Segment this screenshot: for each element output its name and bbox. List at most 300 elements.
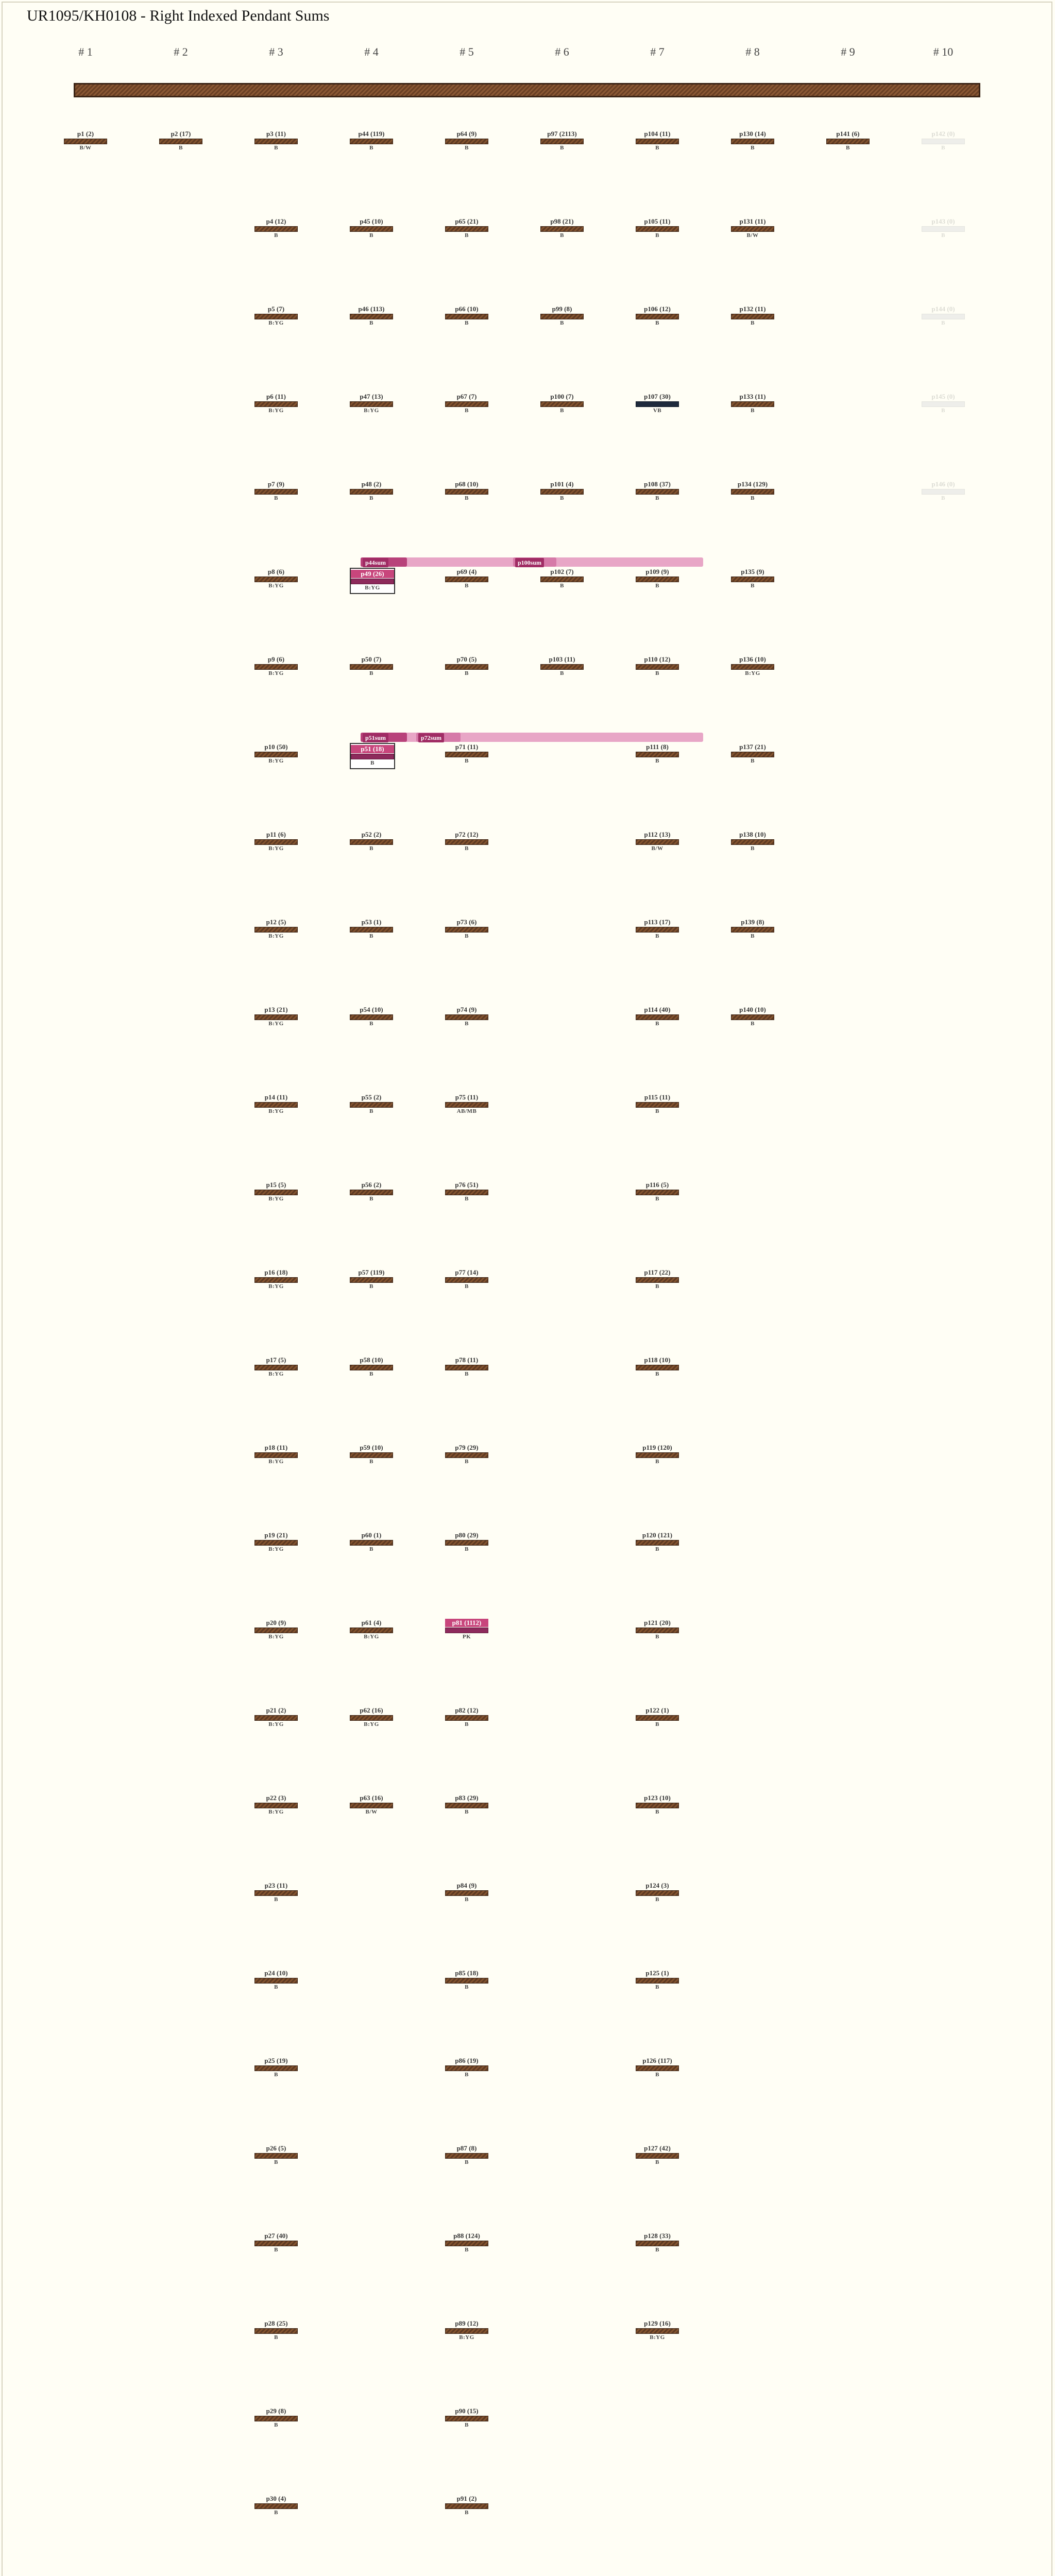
pendant-label: p126 (117) (642, 2057, 672, 2064)
pendant-p123[interactable] (636, 1794, 679, 1816)
pendant-color-code: B (941, 145, 945, 151)
pendant-label: p88 (124) (453, 2232, 480, 2240)
pendant-color-code: B (369, 845, 373, 852)
pendant-p82[interactable] (445, 1706, 488, 1728)
pendant-p68[interactable] (445, 480, 488, 502)
pendant-color-code: B (465, 1021, 469, 1027)
pendant-color-code: B (465, 1283, 469, 1290)
pendant-color-code: B (370, 760, 375, 766)
pendant-p69[interactable] (445, 568, 488, 589)
pendant-label: p135 (9) (741, 568, 764, 575)
pendant-p116[interactable] (636, 1181, 679, 1202)
pendant-color-code: B (655, 1021, 659, 1027)
pendant-p90[interactable] (445, 2407, 488, 2429)
pendant-label: p125 (1) (645, 1969, 669, 1977)
pendant-label: p56 (2) (361, 1181, 382, 1189)
pendant-cord (445, 839, 488, 845)
pendant-p127[interactable] (636, 2144, 679, 2166)
pendant-label: p98 (21) (550, 217, 574, 225)
pendant-color-code: B:YG (268, 1809, 284, 1815)
pendant-label: p130 (14) (739, 130, 766, 138)
pendant-p79[interactable] (445, 1444, 488, 1465)
pendant-p130[interactable] (731, 130, 774, 151)
pendant-p106[interactable] (636, 305, 679, 327)
pendant-label: p2 (17) (171, 130, 191, 138)
pendant-color-code: B:YG (364, 408, 379, 414)
pendant-label: p116 (5) (645, 1181, 669, 1189)
pendant-cord (350, 1014, 393, 1020)
pendant-color-code: B:YG (268, 1108, 284, 1114)
pendant-color-code: B (465, 495, 469, 501)
pendant-label: p30 (4) (266, 2495, 286, 2502)
pendant-label: p86 (19) (455, 2057, 479, 2064)
pendant-color-code: B (560, 408, 564, 414)
pendant-p55[interactable] (350, 1093, 393, 1115)
pendant-color-code: B (369, 232, 373, 239)
pendant-color-code: B (465, 758, 469, 764)
pendant-p7[interactable] (254, 480, 298, 502)
pendant-p28[interactable] (254, 2319, 298, 2341)
pendant-color-code: B (751, 933, 755, 939)
pendant-label: p79 (29) (455, 1444, 479, 1451)
pendant-label: p3 (11) (266, 130, 286, 138)
pendant-p65[interactable] (445, 217, 488, 239)
pendant-p4[interactable] (254, 217, 298, 239)
pendant-p13[interactable] (254, 1006, 298, 1027)
pendant-color-code: B (465, 1721, 469, 1727)
pendant-p72[interactable] (445, 831, 488, 852)
pendant-color-code: B (751, 1021, 755, 1027)
pendant-color-code: B (465, 2072, 469, 2078)
pendant-p51[interactable] (350, 743, 395, 769)
pendant-color-code: B (941, 232, 945, 239)
pendant-color-code: B (274, 495, 278, 501)
pendant-p128[interactable] (636, 2232, 679, 2253)
pendant-p103[interactable] (540, 655, 584, 677)
pendant-p124[interactable] (636, 1882, 679, 1903)
pendant-label: p69 (4) (456, 568, 477, 575)
pendant-p97[interactable] (540, 130, 584, 151)
pendant-p21[interactable] (254, 1706, 298, 1728)
pendant-color-code: B (846, 145, 850, 151)
pendant-color-code: B (941, 495, 945, 501)
pendant-cord (350, 1540, 393, 1546)
pendant-p22[interactable] (254, 1794, 298, 1816)
pendant-p14[interactable] (254, 1093, 298, 1115)
pendant-color-code: B (560, 495, 564, 501)
pendant-color-code: B (655, 1196, 659, 1202)
pendant-color-code: B (655, 1896, 659, 1903)
pendant-color-code: B (274, 2510, 278, 2516)
pendant-p100[interactable] (540, 393, 584, 414)
pendant-cord (350, 1803, 393, 1808)
pendant-p129[interactable] (636, 2319, 679, 2341)
pendant-p57[interactable] (350, 1268, 393, 1290)
pendant-color-code: B (655, 670, 659, 676)
pendant-label: p138 (10) (739, 831, 766, 838)
pendant-color-code: B:YG (268, 1721, 284, 1727)
pendant-cord (540, 664, 584, 670)
pendant-label: p26 (5) (266, 2144, 286, 2152)
pendant-label: p28 (25) (264, 2319, 288, 2327)
pendant-p112[interactable] (636, 831, 679, 852)
pendant-p15[interactable] (254, 1181, 298, 1202)
pendant-p85[interactable] (445, 1969, 488, 1991)
pendant-p121[interactable] (636, 1619, 679, 1640)
pendant-cord (159, 139, 202, 144)
pendant-p59[interactable] (350, 1444, 393, 1465)
pendant-label: p29 (8) (266, 2407, 286, 2415)
pendant-cord (254, 1190, 298, 1195)
pendant-p63[interactable] (350, 1794, 393, 1816)
pendant-p46[interactable] (350, 305, 393, 327)
pendant-p23[interactable] (254, 1882, 298, 1903)
pendant-color-code: B (274, 1896, 278, 1903)
pendant-cord (445, 1803, 488, 1808)
pendant-p1[interactable] (64, 130, 107, 151)
pendant-p61[interactable] (350, 1619, 393, 1640)
pendant-color-code: B (465, 2422, 469, 2428)
pendant-cord (636, 577, 679, 582)
pendant-p105[interactable] (636, 217, 679, 239)
pendant-p54[interactable] (350, 1006, 393, 1027)
pendant-label: p97 (2113) (547, 130, 577, 138)
pendant-p89[interactable] (445, 2319, 488, 2341)
pendant-p142[interactable] (922, 130, 965, 151)
pendant-p83[interactable] (445, 1794, 488, 1816)
pendant-cord (350, 226, 393, 232)
pendant-cord (731, 139, 774, 144)
pendant-p58[interactable] (350, 1356, 393, 1378)
pendant-p53[interactable] (350, 918, 393, 940)
pendant-color-code: B:YG (365, 585, 380, 591)
pendant-color-code: B (465, 1809, 469, 1815)
pendant-label: p113 (17) (644, 918, 671, 926)
pendant-color-code: B (751, 495, 755, 501)
pendant-color-code: B (369, 1021, 373, 1027)
pendant-label: p67 (7) (456, 393, 477, 400)
pendant-color-code: B (751, 320, 755, 326)
pendant-label: p10 (50) (264, 743, 288, 751)
pendant-p64[interactable] (445, 130, 488, 151)
pendant-p108[interactable] (636, 480, 679, 502)
pendant-label: p101 (4) (550, 480, 574, 488)
pendant-cord (636, 1803, 679, 1808)
page-title: UR1095/KH0108 - Right Indexed Pendant Sums (27, 7, 330, 24)
pendant-label: p103 (11) (549, 655, 575, 663)
pendant-cord (254, 226, 298, 232)
pendant-label: p124 (3) (645, 1882, 669, 1889)
pendant-p27[interactable] (254, 2232, 298, 2253)
pendant-color-code: B (465, 670, 469, 676)
pendant-color-code: B (655, 1721, 659, 1727)
pendant-color-code: VB (653, 408, 662, 414)
pendant-p91[interactable] (445, 2495, 488, 2516)
pendant-label: p85 (18) (455, 1969, 479, 1977)
pendant-p145[interactable] (922, 393, 965, 414)
pendant-color-code: B/W (79, 145, 92, 151)
pendant-label: p108 (37) (644, 480, 671, 488)
pendant-p30[interactable] (254, 2495, 298, 2516)
pendant-p77[interactable] (445, 1268, 488, 1290)
pendant-cord (351, 579, 394, 584)
pendant-p60[interactable] (350, 1531, 393, 1553)
pendant-label: p55 (2) (361, 1093, 382, 1101)
pendant-p78[interactable] (445, 1356, 488, 1378)
pendant-p126[interactable] (636, 2057, 679, 2078)
pendant-p29[interactable] (254, 2407, 298, 2429)
pendant-p5[interactable] (254, 305, 298, 327)
pendant-label: p13 (21) (264, 1006, 288, 1013)
pendant-p67[interactable] (445, 393, 488, 414)
pendant-p101[interactable] (540, 480, 584, 502)
pendant-cord (922, 489, 965, 495)
pendant-cord (445, 226, 488, 232)
pendant-cord (922, 139, 965, 144)
column-header: # 7 (650, 45, 665, 58)
column-header: # 4 (364, 45, 379, 58)
pendant-cord (445, 2503, 488, 2509)
pendant-label: p21 (2) (266, 1706, 286, 1714)
pendant-label: p49 (26) (351, 570, 394, 578)
pendant-label: p120 (121) (642, 1531, 673, 1539)
pendant-p52[interactable] (350, 831, 393, 852)
pendant-cord (636, 1452, 679, 1458)
pendant-label: p5 (7) (267, 305, 285, 313)
pendant-cord (445, 752, 488, 757)
pendant-label: p114 (40) (644, 1006, 671, 1013)
pendant-p47[interactable] (350, 393, 393, 414)
pendant-label: p61 (4) (361, 1619, 382, 1626)
pendant-p9[interactable] (254, 655, 298, 677)
pendant-label: p15 (5) (266, 1181, 286, 1189)
pendant-cord (445, 1628, 488, 1633)
pendant-p71[interactable] (445, 743, 488, 765)
pendant-p114[interactable] (636, 1006, 679, 1027)
pendant-cord (350, 1452, 393, 1458)
pendant-color-code: B (941, 408, 945, 414)
pendant-p81[interactable] (445, 1619, 488, 1640)
pendant-p48[interactable] (350, 480, 393, 502)
pendant-label: p66 (10) (455, 305, 479, 313)
pendant-color-code: B (369, 1196, 373, 1202)
pendant-p138[interactable] (731, 831, 774, 852)
pendant-cord (540, 314, 584, 319)
pendant-color-code: B:YG (268, 320, 284, 326)
pendant-label: p24 (10) (264, 1969, 288, 1977)
pendant-p49[interactable] (350, 568, 395, 594)
pendant-p86[interactable] (445, 2057, 488, 2078)
pendant-cord (445, 664, 488, 670)
pendant-label: p111 (8) (646, 743, 669, 751)
pendant-color-code: B (655, 1984, 659, 1990)
pendant-cord (922, 226, 965, 232)
pendant-p122[interactable] (636, 1706, 679, 1728)
pendant-label: p23 (11) (264, 1882, 288, 1889)
pendant-label: p64 (9) (456, 130, 477, 138)
pendant-color-code: B (465, 320, 469, 326)
pendant-cord (350, 314, 393, 319)
pendant-label: p63 (16) (360, 1794, 383, 1802)
pendant-p107[interactable] (636, 393, 679, 414)
pendant-p141[interactable] (826, 130, 870, 151)
pendant-color-code: B:YG (268, 758, 284, 764)
pendant-p131[interactable] (731, 217, 774, 239)
pendant-p113[interactable] (636, 918, 679, 940)
pendant-cord (540, 489, 584, 495)
pendant-cord (254, 577, 298, 582)
pendant-p109[interactable] (636, 568, 679, 589)
pendant-label: p18 (11) (264, 1444, 288, 1451)
pendant-label: p143 (0) (931, 217, 955, 225)
pendant-label: p121 (20) (644, 1619, 671, 1626)
column-header: # 8 (745, 45, 760, 58)
pendant-label: p71 (11) (455, 743, 479, 751)
pendant-label: p117 (22) (644, 1268, 671, 1276)
pendant-p2[interactable] (159, 130, 202, 151)
pendant-p134[interactable] (731, 480, 774, 502)
pendant-p24[interactable] (254, 1969, 298, 1991)
pendant-p70[interactable] (445, 655, 488, 677)
pendant-p44[interactable] (350, 130, 393, 151)
pendant-cord (445, 2416, 488, 2421)
pendant-p87[interactable] (445, 2144, 488, 2166)
pendant-p45[interactable] (350, 217, 393, 239)
pendant-p104[interactable] (636, 130, 679, 151)
pendant-p74[interactable] (445, 1006, 488, 1027)
pendant-label: p134 (129) (737, 480, 768, 488)
pendant-cord (445, 2153, 488, 2159)
pendant-p26[interactable] (254, 2144, 298, 2166)
pendant-label: p53 (1) (361, 918, 382, 926)
column-header: # 6 (555, 45, 569, 58)
pendant-p12[interactable] (254, 918, 298, 940)
pendant-cord (254, 664, 298, 670)
pendant-label: p6 (11) (266, 393, 286, 400)
pendant-p25[interactable] (254, 2057, 298, 2078)
pendant-p62[interactable] (350, 1706, 393, 1728)
pendant-label: p68 (10) (455, 480, 479, 488)
pendant-cord (731, 752, 774, 757)
pendant-p73[interactable] (445, 918, 488, 940)
pendant-label: p48 (2) (361, 480, 382, 488)
pendant-p80[interactable] (445, 1531, 488, 1553)
pendant-color-code: B (560, 145, 564, 151)
pendant-p118[interactable] (636, 1356, 679, 1378)
pendant-p125[interactable] (636, 1969, 679, 1991)
pendant-color-code: B (655, 1634, 659, 1640)
pendant-label: p58 (10) (360, 1356, 383, 1364)
pendant-p66[interactable] (445, 305, 488, 327)
pendant-p18[interactable] (254, 1444, 298, 1465)
pendant-cord (636, 927, 679, 933)
pendant-p17[interactable] (254, 1356, 298, 1378)
pendant-label: p128 (33) (644, 2232, 671, 2240)
pendant-p111[interactable] (636, 743, 679, 765)
pendant-p16[interactable] (254, 1268, 298, 1290)
pendant-p133[interactable] (731, 393, 774, 414)
pendant-p3[interactable] (254, 130, 298, 151)
pendant-cord (636, 314, 679, 319)
pendant-p117[interactable] (636, 1268, 679, 1290)
pendant-p137[interactable] (731, 743, 774, 765)
pendant-p6[interactable] (254, 393, 298, 414)
pendant-color-code: B/W (746, 232, 759, 239)
pendant-cord (731, 664, 774, 670)
pendant-label: p119 (120) (642, 1444, 672, 1451)
pendant-label: p81 (1112) (445, 1619, 488, 1627)
pendant-p76[interactable] (445, 1181, 488, 1202)
pendant-cord (350, 839, 393, 845)
pendant-label: p14 (11) (264, 1093, 288, 1101)
pendant-color-code: B:YG (268, 670, 284, 676)
pendant-p144[interactable] (922, 305, 965, 327)
pendant-color-code: B (179, 145, 183, 151)
pendant-p120[interactable] (636, 1531, 679, 1553)
pendant-p119[interactable] (636, 1444, 679, 1465)
pendant-p115[interactable] (636, 1093, 679, 1115)
pendant-cord (636, 1540, 679, 1546)
pendant-label: p99 (8) (552, 305, 572, 313)
pendant-p143[interactable] (922, 217, 965, 239)
pendant-color-code: B (369, 1546, 373, 1552)
pendant-p19[interactable] (254, 1531, 298, 1553)
pendant-p140[interactable] (731, 1006, 774, 1027)
pendant-label: p16 (18) (264, 1268, 288, 1276)
pendant-label: p27 (40) (264, 2232, 288, 2240)
pendant-color-code: B (655, 1546, 659, 1552)
pendant-p135[interactable] (731, 568, 774, 589)
pendant-p20[interactable] (254, 1619, 298, 1640)
pendant-p146[interactable] (922, 480, 965, 502)
pendant-color-code: B (274, 2422, 278, 2428)
pendant-color-code: B (465, 845, 469, 852)
pendant-color-code: B (274, 145, 278, 151)
pendant-p56[interactable] (350, 1181, 393, 1202)
pendant-p132[interactable] (731, 305, 774, 327)
pendant-label: p87 (8) (456, 2144, 477, 2152)
pendant-label: p65 (21) (455, 217, 479, 225)
pendant-p8[interactable] (254, 568, 298, 589)
pendant-p99[interactable] (540, 305, 584, 327)
pendant-color-code: B:YG (268, 408, 284, 414)
pendant-p75[interactable] (445, 1093, 488, 1115)
pendant-p102[interactable] (540, 568, 584, 589)
pendant-p139[interactable] (731, 918, 774, 940)
pendant-p136[interactable] (731, 655, 774, 677)
pendant-color-code: B:YG (650, 2334, 665, 2341)
pendant-color-code: B/W (651, 845, 663, 852)
pendant-label: p122 (1) (645, 1706, 669, 1714)
pendant-color-code: B (655, 2072, 659, 2078)
pendant-p98[interactable] (540, 217, 584, 239)
pendant-label: p51 (18) (351, 745, 394, 753)
pendant-cord (636, 1190, 679, 1195)
pendant-cord (254, 2153, 298, 2159)
pendant-p110[interactable] (636, 655, 679, 677)
pendant-p11[interactable] (254, 831, 298, 852)
pendant-cord (636, 139, 679, 144)
pendant-cord (636, 1978, 679, 1984)
pendant-color-code: B (274, 2072, 278, 2078)
pendant-p84[interactable] (445, 1882, 488, 1903)
pendant-color-code: B (751, 758, 755, 764)
pendant-p50[interactable] (350, 655, 393, 677)
pendant-label: p4 (12) (266, 217, 286, 225)
pendant-p88[interactable] (445, 2232, 488, 2253)
pendant-cord (540, 401, 584, 407)
pendant-p10[interactable] (254, 743, 298, 765)
